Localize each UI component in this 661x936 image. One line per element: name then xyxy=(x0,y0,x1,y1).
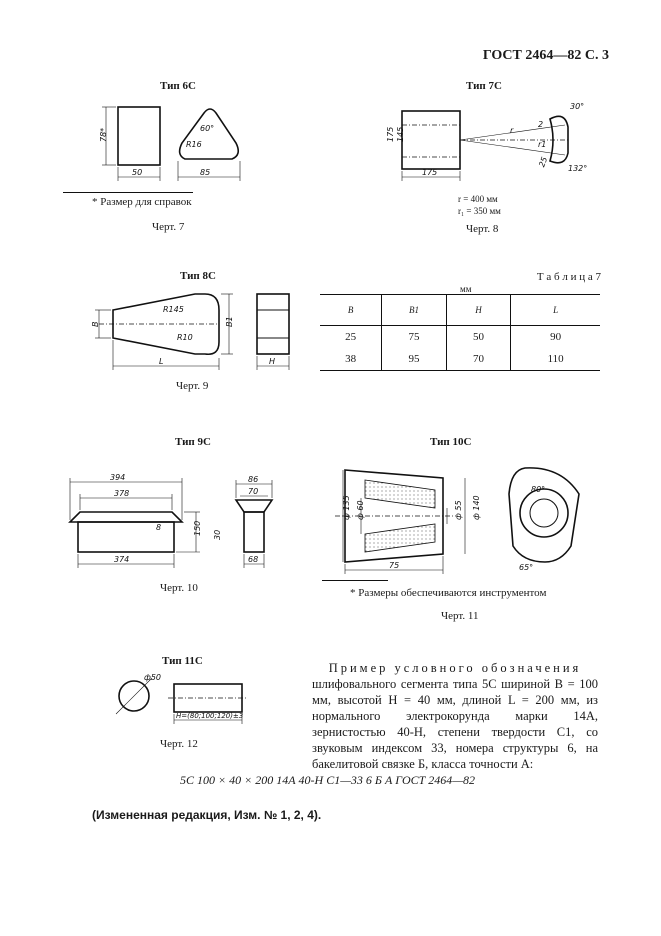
table-cell: 38 xyxy=(320,348,382,370)
fig10-title: Тип 9С xyxy=(175,436,211,448)
fig9-dim-b1: B1 xyxy=(225,316,234,327)
table-cell: 95 xyxy=(382,348,446,370)
fig8-dim-r1: r1 xyxy=(538,140,547,149)
fig8-dim-angle1: 30° xyxy=(570,102,585,111)
fig11-dim-135: ф 135 xyxy=(342,495,351,520)
fig9-caption: Черт. 9 xyxy=(176,380,209,392)
fig7-dim-width: 50 xyxy=(132,168,143,177)
footnote-tool: * Размеры обеспечиваются инструментом xyxy=(350,587,547,599)
fig10-dim-86: 86 xyxy=(248,475,259,484)
fig8-radii xyxy=(458,193,501,217)
fig9-dim-r1: R145 xyxy=(163,305,184,314)
fig9-drawing xyxy=(85,288,305,373)
table7-title: Т а б л и ц а 7 xyxy=(536,271,601,283)
fig12-caption: Черт. 12 xyxy=(160,738,198,750)
table-cell: 50 xyxy=(446,326,510,349)
fig7-dim-angle: 60° xyxy=(200,124,215,133)
fig8-caption: Черт. 8 xyxy=(466,223,499,235)
designation-example xyxy=(312,660,598,772)
fig10-dim-70: 70 xyxy=(248,487,259,496)
fig7-caption: Черт. 7 xyxy=(152,221,185,233)
fig10-dim-374: 374 xyxy=(114,555,130,564)
fig8-dim-width: 175 xyxy=(422,168,438,177)
fig10-caption: Черт. 10 xyxy=(160,582,198,594)
fig12-dim-50: ф50 xyxy=(144,673,162,682)
table-cell: 110 xyxy=(547,353,564,365)
fig8-dim-side: 25 xyxy=(537,155,550,169)
fig10-dim-30: 30 xyxy=(213,529,222,540)
table-row xyxy=(320,348,600,370)
fig10-dim-68: 68 xyxy=(248,555,259,564)
fig9-dim-l: L xyxy=(159,357,164,366)
footnote-reference: * Размер для справок xyxy=(92,196,192,208)
fig11-dim-80: 80° xyxy=(531,485,546,494)
fig11-title: Тип 10С xyxy=(430,436,472,448)
fig8-radius-r: r = 400 мм xyxy=(458,194,498,204)
fig10-dim-378: 378 xyxy=(114,489,130,498)
fig11-dim-75: 75 xyxy=(389,561,400,570)
fig8-dim-small: 2 xyxy=(538,120,544,129)
footnote-rule-2 xyxy=(322,580,388,581)
fig11-dim-60: ф 60 xyxy=(356,500,365,520)
fig11-caption: Черт. 11 xyxy=(441,610,479,622)
table7-header-b1: B1 xyxy=(382,295,446,326)
fig10-dim-8: 8 xyxy=(156,523,162,532)
page-header: ГОСТ 2464—82 С. 3 xyxy=(482,48,609,63)
fig9-title: Тип 8С xyxy=(180,270,216,282)
table7-header-b: B xyxy=(320,295,382,326)
table-cell: 75 xyxy=(382,326,446,349)
fig8-radius-r1: r₁ = 350 мм xyxy=(458,206,501,216)
table7 xyxy=(320,294,600,371)
fig7-dim-radius: R16 xyxy=(186,140,202,149)
footnote-rule xyxy=(63,192,193,193)
fig11-drawing xyxy=(325,458,595,576)
table-row xyxy=(320,326,600,349)
amendment-note: (Измененная редакция, Изм. № 1, 2, 4). xyxy=(92,808,322,822)
example-heading: Пример условного обозначения xyxy=(328,661,582,675)
fig10-dim-394: 394 xyxy=(110,473,126,482)
fig11-dim-55: ф 55 xyxy=(454,500,463,520)
fig10-drawing xyxy=(60,470,280,580)
fig11-dim-65: 65° xyxy=(519,563,534,572)
fig12-dim-h: H=(80;100;120)±3 xyxy=(176,712,244,720)
fig8-drawing xyxy=(370,97,600,187)
table7-header-l: L xyxy=(511,295,600,326)
table-cell: 70 xyxy=(446,348,510,370)
fig7-drawing xyxy=(90,95,250,185)
table7-unit: мм xyxy=(460,284,472,294)
fig11-dim-140: ф 140 xyxy=(472,495,481,520)
example-formula: 5С 100 × 40 × 200 14А 40-Н С1—33 6 Б А ГОСТ 2464—82 xyxy=(180,773,475,787)
fig7-dim-height: 78* xyxy=(99,127,108,142)
fig12-drawing xyxy=(108,670,258,730)
fig9-dim-b: B xyxy=(91,321,100,327)
fig8-dim-r: r xyxy=(510,126,514,135)
fig8-dim-h1: 175 xyxy=(386,126,395,142)
table-cell: 90 xyxy=(550,331,562,343)
fig7-title: Тип 6С xyxy=(160,80,196,92)
fig12-title: Тип 11С xyxy=(162,655,203,667)
fig9-dim-h: H xyxy=(269,357,276,366)
fig8-dim-angle2: 132° xyxy=(568,164,588,173)
table-cell: 25 xyxy=(320,326,382,349)
fig10-dim-150: 150 xyxy=(193,520,202,536)
fig9-dim-r2: R10 xyxy=(177,333,193,342)
fig7-dim-width2: 85 xyxy=(200,168,211,177)
fig8-title: Тип 7С xyxy=(466,80,502,92)
table7-header-h: H xyxy=(446,295,510,326)
example-text: шлифовального сегмента типа 5С шириной B = 100 мм, высотой H = 40 мм, длиной L = 200 мм, из нормального электрокорунда марки 14А, зернистостью 40-Н, степени твердости С1, со звуковым индексом 33, номера структуры 6, на бакелитовой связке Б, класса точности А: xyxy=(312,677,598,771)
fig8-dim-h2: 145 xyxy=(396,126,405,142)
